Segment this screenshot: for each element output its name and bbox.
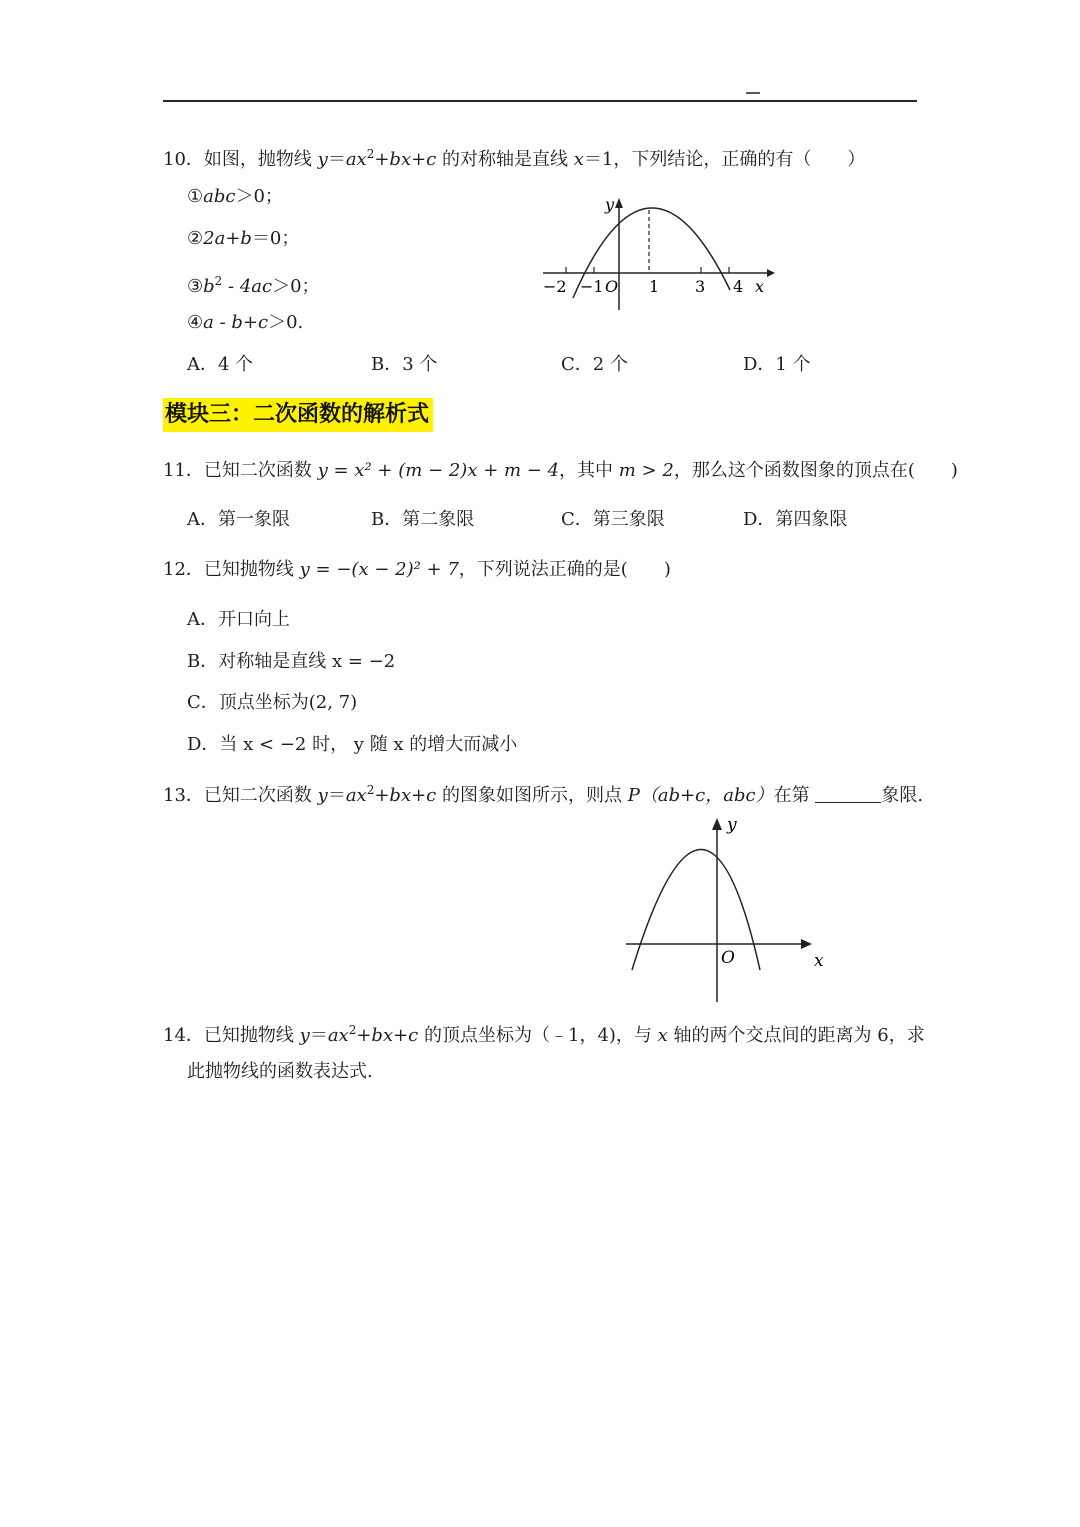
- q10-tick-label-4: 4: [733, 277, 744, 296]
- q10-tick-label-1: 1: [649, 277, 660, 296]
- q10-condition-1: ①abc＞0；: [187, 186, 283, 207]
- q10-condition-2: ②2a+b＝0；: [187, 228, 300, 249]
- module-heading: 模块三：二次函数的解析式: [163, 398, 433, 432]
- q12-option-a[interactable]: A．开口向上: [187, 609, 290, 630]
- q14-stem: 14．已知抛物线 $y=ax^2+bx+c$ 的顶点坐标为（﹣1，4)，与 x 轴的两个交点间的距离为 6，求: [163, 1023, 925, 1046]
- q14-stem-line2: 此抛物线的函数表达式.: [187, 1061, 373, 1082]
- q10-parabola-graph: [535, 190, 785, 315]
- q10-number: 10．: [163, 149, 204, 170]
- q12-option-b[interactable]: B．对称轴是直线 x = −2: [187, 651, 396, 672]
- q10-y-arrow: [615, 198, 623, 208]
- q11-stem: 11．已知二次函数 y = x² + (m − 2)x + m − 4，其中 m > 2，那么这个函数图象的顶点在( ): [163, 460, 958, 481]
- q13-y-arrow: [712, 818, 722, 830]
- header-mark: [746, 92, 760, 94]
- header-rule: [163, 100, 917, 102]
- q10-tick-label-3: 3: [695, 277, 706, 296]
- q13-parabola-graph: [620, 812, 840, 1007]
- q11-option-c[interactable]: C．第三象限: [561, 509, 665, 530]
- q10-option-a[interactable]: A．4 个: [187, 354, 254, 375]
- q13-origin-label: O: [721, 948, 735, 968]
- q12-number: 12．: [163, 559, 204, 580]
- q11-number: 11．: [163, 460, 204, 481]
- q10-option-b[interactable]: B．3 个: [371, 354, 438, 375]
- q14-number: 14．: [163, 1025, 204, 1046]
- q13-stem: 13．已知二次函数 $y=ax^2+bx+c$ 的图象如图所示，则点 P（ab+c，abc）在第 象限.: [163, 783, 924, 806]
- q12-stem: 12．已知抛物线 y = −(x − 2)² + 7，下列说法正确的是( ): [163, 559, 671, 580]
- q10-x-label: x: [755, 277, 765, 296]
- q13-y-label: y: [727, 815, 737, 835]
- q10-option-c[interactable]: C．2 个: [561, 354, 628, 375]
- q13-parabola-curve: [632, 850, 760, 971]
- q12-option-d[interactable]: D．当 x < −2 时， y 随 x 的增大而减小: [187, 734, 518, 755]
- q13-answer-blank[interactable]: [815, 784, 881, 803]
- q10-origin-label: O: [605, 277, 619, 296]
- q11-option-b[interactable]: B．第二象限: [371, 509, 475, 530]
- q10-option-d[interactable]: D．1 个: [743, 354, 811, 375]
- q12-option-c[interactable]: C．顶点坐标为(2, 7): [187, 692, 358, 713]
- q13-x-arrow: [801, 939, 812, 949]
- q10-condition-4: ④a - b+c＞0.: [187, 312, 304, 333]
- q11-option-d[interactable]: D．第四象限: [743, 509, 848, 530]
- q10-tick-label-neg2: −2: [543, 277, 567, 296]
- q13-number: 13．: [163, 785, 204, 806]
- q13-x-label: x: [814, 951, 824, 971]
- q10-tick-label-neg1: −1: [580, 277, 604, 296]
- q10-stem: 10．如图，抛物线 $y=ax^2+bx+c$ 的对称轴是直线 x＝1，下列结论，正确的有（ ）: [163, 147, 866, 170]
- q11-option-a[interactable]: A．第一象限: [187, 509, 290, 530]
- q10-y-label: y: [605, 195, 615, 214]
- q10-condition-3: $③b^2 - 4ac>0$；: [187, 274, 320, 297]
- q10-x-arrow: [767, 269, 775, 277]
